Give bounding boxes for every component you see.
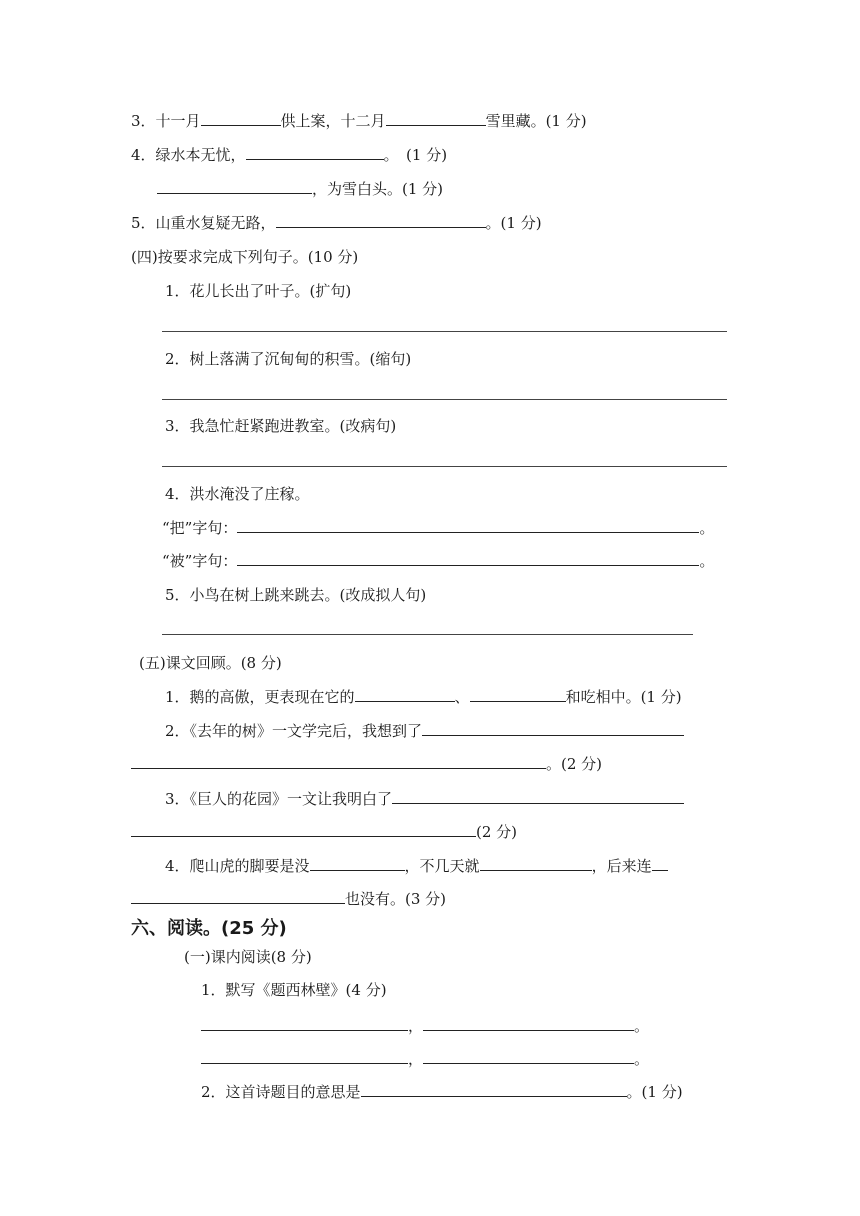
answer-blank[interactable] [157,179,312,194]
poem-question-3: 3．十一月 供上案，十二月 雪里藏。(1 分) [131,112,587,130]
answer-blank[interactable] [131,754,546,769]
review-question-2: 2．《去年的树》一文学完后，我想到了 [165,720,684,742]
poem-question-4-line2: ，为雪白头。(1 分) [157,178,443,200]
answer-blank[interactable] [201,111,281,126]
answer-blank[interactable] [470,687,566,702]
answer-blank[interactable] [201,1016,408,1031]
review-question-4: 4．爬山虎的脚要是没 ，不几天就 ，后来连 [165,855,668,877]
answer-blank[interactable] [201,1049,408,1064]
answer-line[interactable] [162,466,727,467]
answer-blank[interactable] [355,687,455,702]
reading-subsection-1: (一)课内阅读(8 分) [184,948,312,966]
review-question-2-line2: 。(2 分) [131,753,602,775]
section-4-heading: (四)按要求完成下列句子。(10 分) [131,248,359,266]
answer-blank[interactable] [131,889,345,904]
answer-blank[interactable] [423,1049,634,1064]
answer-blank[interactable] [422,721,684,736]
review-question-3-line2: (2 分) [131,821,517,843]
answer-blank[interactable] [392,789,684,804]
review-question-3: 3．《巨人的花园》一文让我明白了 [165,788,684,810]
poem-question-4: 4．绿水本无忧， 。 (1 分) [131,146,448,164]
answer-blank[interactable] [386,111,486,126]
answer-line[interactable] [162,331,727,332]
review-question-4-line2: 也没有。(3 分) [131,888,446,910]
poem-dictation-line-2: ， 。 [201,1048,649,1070]
sentence-question-5: 5．小鸟在树上跳来跳去。(改成拟人句) [165,586,427,604]
bei-sentence-row: “被”字句： 。 [162,552,715,570]
section-6-heading: 六、阅读。(25 分) [131,918,287,939]
reading-question-1: 1．默写《题西林壁》(4 分) [201,981,387,999]
answer-blank[interactable] [246,145,384,160]
answer-blank[interactable] [237,551,699,566]
answer-blank[interactable] [652,856,668,871]
sentence-question-3: 3．我急忙赶紧跑进教室。(改病句) [165,417,397,435]
poem-question-5: 5．山重水复疑无路， 。(1 分) [131,214,542,232]
answer-blank[interactable] [310,856,405,871]
reading-question-2: 2．这首诗题目的意思是 。(1 分) [201,1083,683,1101]
answer-blank[interactable] [131,822,476,837]
answer-blank[interactable] [423,1016,634,1031]
ba-sentence-row: “把”字句： 。 [162,519,715,537]
sentence-question-1: 1．花儿长出了叶子。(扩句) [165,282,352,300]
answer-blank[interactable] [237,518,699,533]
answer-line[interactable] [162,634,693,635]
review-question-1: 1．鹅的高傲，更表现在它的 、 和吃相中。(1 分) [165,688,682,706]
answer-blank[interactable] [276,213,486,228]
answer-blank[interactable] [361,1082,627,1097]
poem-dictation-line-1: ， 。 [201,1015,649,1037]
answer-line[interactable] [162,399,727,400]
sentence-question-4: 4．洪水淹没了庄稼。 [165,485,310,503]
sentence-question-2: 2．树上落满了沉甸甸的积雪。(缩句) [165,350,412,368]
section-5-heading: (五)课文回顾。(8 分) [139,654,282,672]
answer-blank[interactable] [480,856,592,871]
